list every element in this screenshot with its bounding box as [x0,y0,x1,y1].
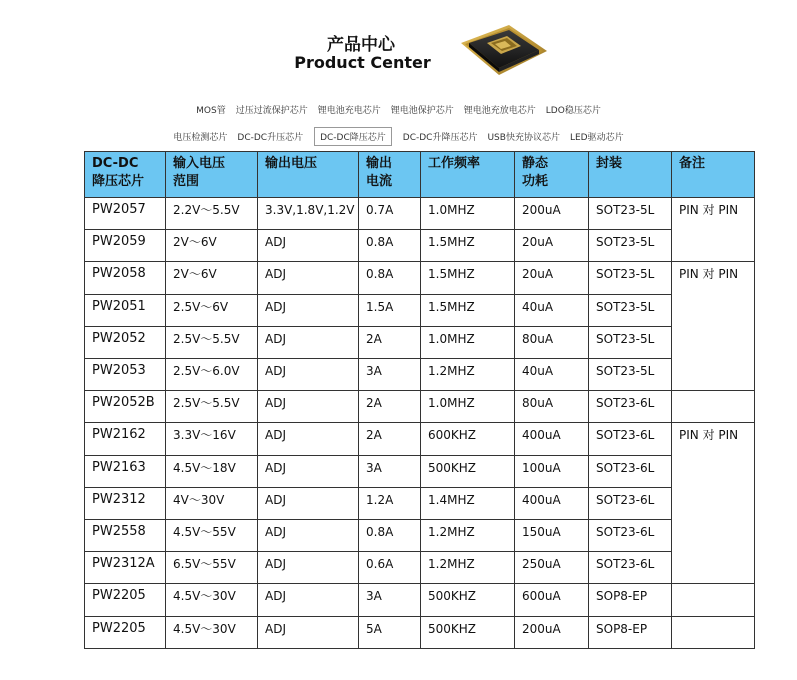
nav-dcdc-buck-boost[interactable]: DC-DC升降压芯片 [402,132,478,143]
cell-frequency: 1.2MHZ [421,520,515,552]
cell-model: PW2057 [85,198,166,230]
col-header-text: 静态 [522,156,549,171]
cell-output-voltage: ADJ [258,294,359,326]
nav-li-battery-charge-discharge[interactable]: 锂电池充放电芯片 [463,105,536,116]
cell-note: PIN 对 PIN [672,262,755,391]
cell-package: SOT23-5L [589,294,672,326]
table-row [85,198,755,230]
nav-led-driver[interactable]: LED驱动芯片 [569,132,624,143]
cell-input-voltage: 2.5V～6V [166,294,258,326]
cell-quiescent-current: 100uA [515,455,589,487]
page-header [0,0,797,95]
cell-output-current: 0.8A [359,520,421,552]
cell-package: SOT23-5L [589,262,672,294]
table-row [85,359,755,391]
col-header-note [672,152,755,198]
cell-quiescent-current: 400uA [515,487,589,519]
cell-output-current: 2A [359,326,421,358]
cell-frequency: 1.2MHZ [421,359,515,391]
cell-package: SOP8-EP [589,616,672,648]
cell-quiescent-current: 200uA [515,198,589,230]
cell-package: SOT23-6L [589,391,672,423]
cell-quiescent-current: 20uA [515,230,589,262]
cell-model: PW2558 [85,520,166,552]
nav-overvoltage-protection[interactable]: 过压过流保护芯片 [235,105,308,116]
cell-model: PW2059 [85,230,166,262]
cell-package: SOT23-6L [589,487,672,519]
cell-note: PIN 对 PIN [672,423,755,584]
table-header-row [85,152,755,198]
col-header-text: 范围 [173,174,200,189]
cell-output-voltage: ADJ [258,487,359,519]
cell-input-voltage: 2.5V～5.5V [166,391,258,423]
cell-output-current: 3A [359,455,421,487]
cell-output-voltage: ADJ [258,230,359,262]
category-nav-row-2 [0,126,797,146]
cell-package: SOT23-6L [589,423,672,455]
table-row [85,294,755,326]
cell-frequency: 1.5MHZ [421,262,515,294]
page-title-cn: 产品中心 [327,35,395,55]
col-header-output-current [359,152,421,198]
col-header-text: 输入电压 [173,156,226,171]
cell-input-voltage: 2.2V～5.5V [166,198,258,230]
table-row [85,616,755,648]
cell-frequency: 1.0MHZ [421,198,515,230]
category-nav-row-1 [0,101,797,117]
table-row [85,552,755,584]
cell-frequency: 1.5MHZ [421,294,515,326]
nav-li-battery-protection[interactable]: 锂电池保护芯片 [390,105,454,116]
cell-quiescent-current: 150uA [515,520,589,552]
col-header-quiescent-current [515,152,589,198]
cell-quiescent-current: 80uA [515,391,589,423]
cell-frequency: 1.0MHZ [421,326,515,358]
cell-output-current: 1.2A [359,487,421,519]
product-table [84,151,755,649]
cell-output-voltage: ADJ [258,455,359,487]
cell-model: PW2053 [85,359,166,391]
table-row [85,584,755,616]
cell-output-voltage: 3.3V,1.8V,1.2V [258,198,359,230]
cell-output-voltage: ADJ [258,262,359,294]
cell-package: SOT23-5L [589,359,672,391]
col-header-text: 输出 [366,156,393,171]
cell-frequency: 1.4MHZ [421,487,515,519]
cell-output-current: 2A [359,423,421,455]
table-body [85,198,755,649]
cell-frequency: 500KHZ [421,616,515,648]
cell-note: PIN 对 PIN [672,198,755,262]
cell-model: PW2052 [85,326,166,358]
cell-output-voltage: ADJ [258,616,359,648]
table-row [85,520,755,552]
cell-input-voltage: 2.5V～5.5V [166,326,258,358]
cell-frequency: 1.5MHZ [421,230,515,262]
cell-output-current: 0.8A [359,262,421,294]
cell-quiescent-current: 40uA [515,359,589,391]
cell-model: PW2205 [85,616,166,648]
cell-model: PW2205 [85,584,166,616]
cell-output-voltage: ADJ [258,584,359,616]
cell-frequency: 600KHZ [421,423,515,455]
cell-quiescent-current: 80uA [515,326,589,358]
table-row [85,423,755,455]
cell-output-current: 3A [359,359,421,391]
cell-package: SOT23-6L [589,552,672,584]
page-title-en: Product Center [294,53,431,72]
cell-quiescent-current: 20uA [515,262,589,294]
col-header-output-voltage [258,152,359,198]
cell-model: PW2051 [85,294,166,326]
col-header-text: DC-DC [92,156,139,171]
cell-output-voltage: ADJ [258,552,359,584]
table-row [85,230,755,262]
nav-voltage-detector[interactable]: 电压检测芯片 [173,132,228,143]
cell-quiescent-current: 600uA [515,584,589,616]
cell-quiescent-current: 400uA [515,423,589,455]
cell-output-current: 3A [359,584,421,616]
cell-input-voltage: 4.5V～30V [166,584,258,616]
cell-input-voltage: 4.5V～55V [166,520,258,552]
col-header-frequency [421,152,515,198]
nav-usb-fast-charge[interactable]: USB快充协议芯片 [487,132,560,143]
chip-image [455,17,551,87]
nav-dcdc-boost[interactable]: DC-DC升压芯片 [237,132,304,143]
cell-package: SOP8-EP [589,584,672,616]
cell-quiescent-current: 40uA [515,294,589,326]
cell-note [672,391,755,423]
cell-package: SOT23-6L [589,520,672,552]
col-header-package [589,152,672,198]
cell-package: SOT23-5L [589,326,672,358]
cell-model: PW2312 [85,487,166,519]
col-header-input-voltage [166,152,258,198]
cell-model: PW2163 [85,455,166,487]
nav-ldo[interactable]: LDO稳压芯片 [545,105,601,116]
cell-output-voltage: ADJ [258,326,359,358]
cell-output-current: 5A [359,616,421,648]
col-header-text: 电流 [366,174,393,189]
cell-input-voltage: 3.3V～16V [166,423,258,455]
cell-input-voltage: 6.5V～55V [166,552,258,584]
nav-mos[interactable]: MOS管 [196,105,226,116]
cell-note [672,616,755,648]
table-row [85,487,755,519]
cell-input-voltage: 2V～6V [166,230,258,262]
col-header-text: 功耗 [522,174,549,189]
cell-frequency: 500KHZ [421,584,515,616]
cell-package: SOT23-5L [589,198,672,230]
col-header-text: 降压芯片 [92,174,145,189]
cell-output-voltage: ADJ [258,359,359,391]
cell-quiescent-current: 250uA [515,552,589,584]
cell-frequency: 500KHZ [421,455,515,487]
cell-package: SOT23-6L [589,455,672,487]
col-header-model [85,152,166,198]
col-header-text: 输出电压 [265,156,318,171]
cell-package: SOT23-5L [589,230,672,262]
cell-output-current: 0.7A [359,198,421,230]
cell-output-current: 1.5A [359,294,421,326]
cell-output-voltage: ADJ [258,520,359,552]
cell-model: PW2058 [85,262,166,294]
cell-output-voltage: ADJ [258,423,359,455]
table-row [85,262,755,294]
cell-model: PW2052B [85,391,166,423]
nav-li-battery-charger[interactable]: 锂电池充电芯片 [317,105,381,116]
cell-input-voltage: 4.5V～30V [166,616,258,648]
cell-output-current: 0.6A [359,552,421,584]
col-header-text: 工作频率 [428,156,481,171]
cell-input-voltage: 2V～6V [166,262,258,294]
cell-quiescent-current: 200uA [515,616,589,648]
col-header-text: 封装 [596,156,623,171]
table-row [85,455,755,487]
cell-model: PW2312A [85,552,166,584]
cell-frequency: 1.2MHZ [421,552,515,584]
cell-frequency: 1.0MHZ [421,391,515,423]
cell-output-current: 2A [359,391,421,423]
nav-dcdc-buck[interactable]: DC-DC降压芯片 [314,127,392,146]
table-row [85,391,755,423]
cell-input-voltage: 2.5V～6.0V [166,359,258,391]
cell-model: PW2162 [85,423,166,455]
cell-input-voltage: 4V～30V [166,487,258,519]
col-header-text: 备注 [679,156,706,171]
cell-output-current: 0.8A [359,230,421,262]
cell-note [672,584,755,616]
cell-output-voltage: ADJ [258,391,359,423]
cell-input-voltage: 4.5V～18V [166,455,258,487]
table-row [85,326,755,358]
